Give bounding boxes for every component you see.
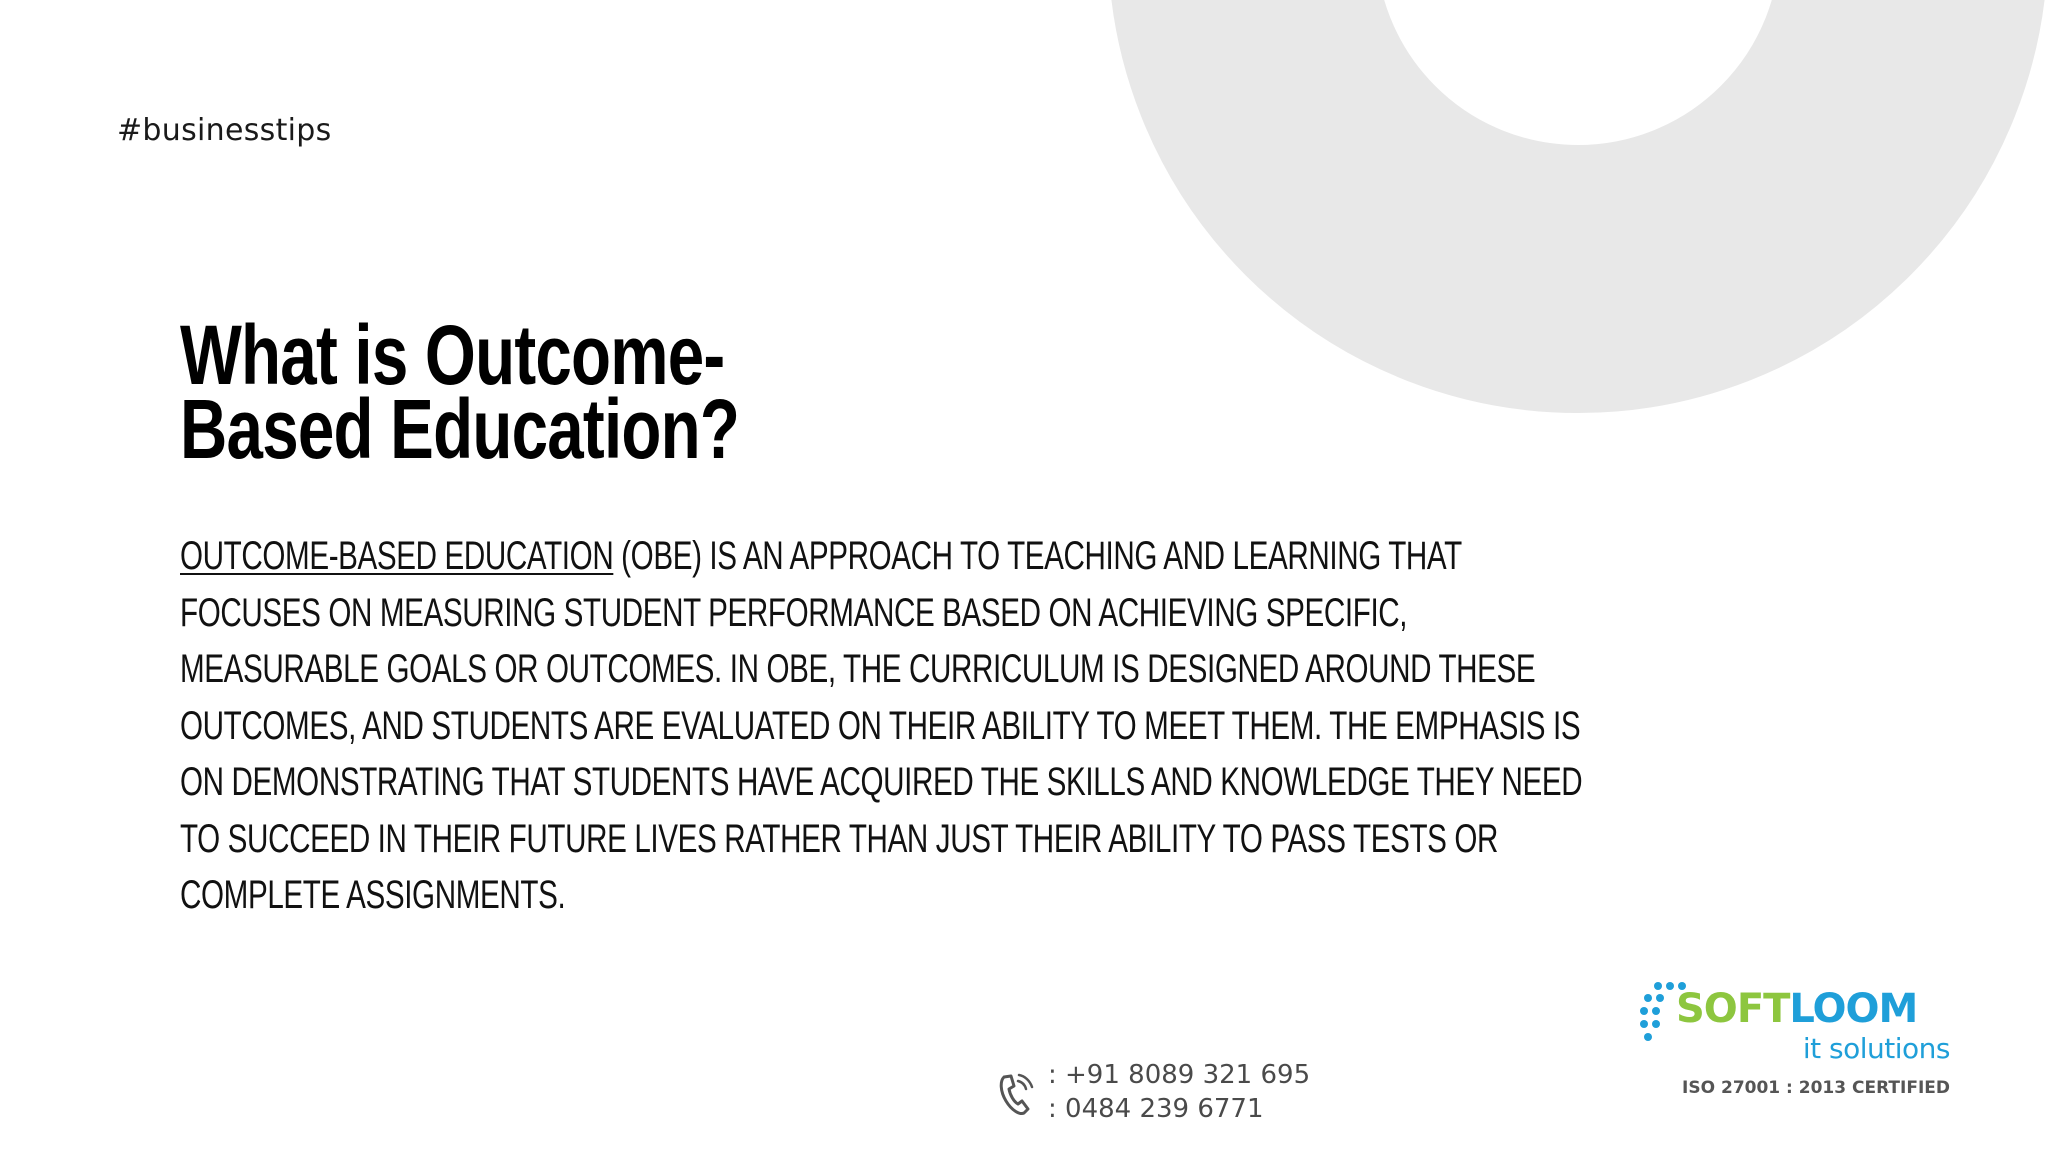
- body-text: (OBE) IS AN APPROACH TO TEACHING AND LEARNING THAT FOCUSES ON MEASURING STUDENT PERFORMANCE BASED ON ACHIEVING SPECIFIC, MEASURABLE GOALS OR OUTCOMES. IN OBE, THE CURRICULUM IS DESIGNED AROUND THESE OUTCOMES, AND STUDENTS ARE EVALUATED ON THEIR ABILITY TO MEET THEM. THE EMPHASIS IS ON DEMONSTRATING THAT STUDENTS HAVE ACQUIRED THE SKILLS AND KNOWLEDGE THEY NEED TO SUCCEED IN THEIR FUTURE LIVES RATHER THAN JUST THEIR ABILITY TO PASS TESTS OR COMPLETE ASSIGNMENTS.: [180, 534, 1583, 917]
- body-paragraph: [180, 528, 1601, 924]
- phone-numbers: [1048, 1058, 1310, 1126]
- page-title: What is Outcome-Based Education?: [180, 308, 740, 476]
- logo-tagline: it solutions: [1802, 1032, 1950, 1065]
- certification-label: ISO 27001 : 2013 CERTIFIED: [1682, 1078, 1950, 1098]
- hashtag-label: #businesstips: [117, 113, 332, 148]
- softloom-logo: [1632, 978, 1962, 1108]
- phone-number-2[interactable]: : 0484 239 6771: [1048, 1094, 1264, 1124]
- decorative-ring: [1108, 0, 2048, 413]
- phone-icon: [996, 1067, 1036, 1117]
- logo-wordmark: SOFTLOOM: [1676, 986, 1918, 1032]
- contact-block: [996, 1058, 1310, 1126]
- phone-number-1[interactable]: : +91 8089 321 695: [1048, 1060, 1311, 1090]
- obe-link[interactable]: OUTCOME-BASED EDUCATION: [180, 534, 614, 578]
